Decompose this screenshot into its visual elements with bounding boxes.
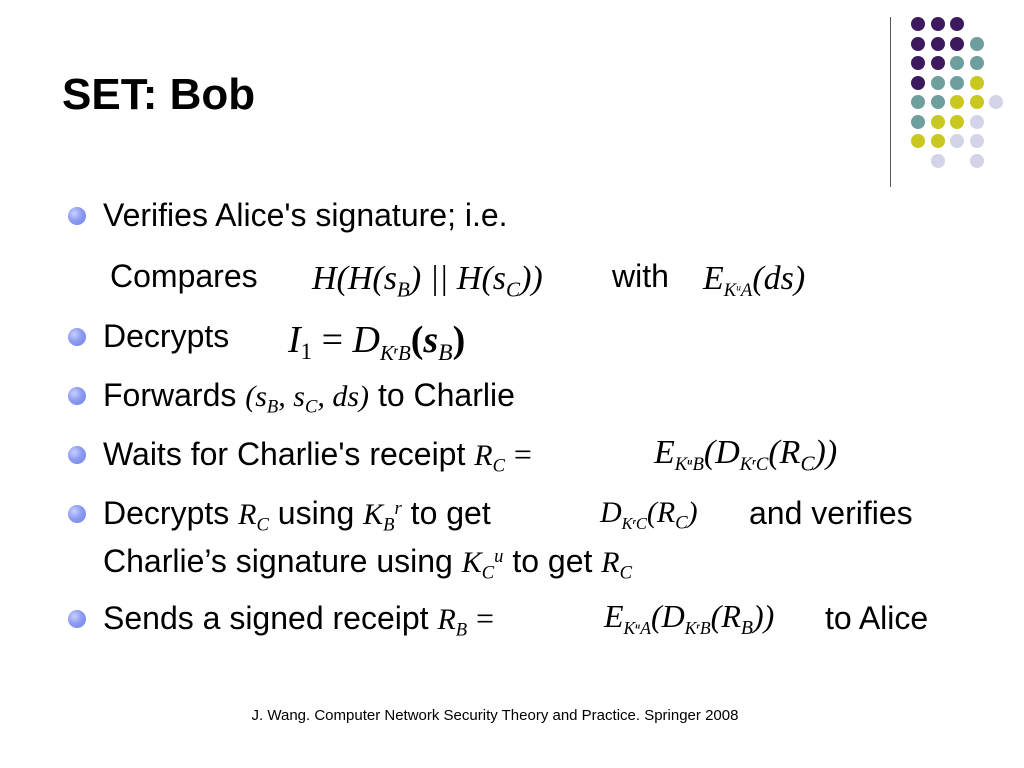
decrypt-i1-expression: $I1 = D_{K^rB}(s_B)$ (288, 319, 466, 367)
decrypt-rc-expression: $D_{K^rC}(R_C)$ (600, 496, 698, 534)
bullet-4-line: Waits for Charlie's receipt $R_C$ = (103, 436, 532, 477)
decorative-dot (931, 37, 945, 51)
encrypt-expression: $E_{K^uA}(ds)$ (703, 260, 806, 302)
bullet-3-text: Forwards (103, 377, 237, 413)
receipt-rb-expression: $E_{K^uA}(D_{K^rB}(R_B))$ (604, 598, 775, 639)
bullet-5-verifies: and verifies (749, 495, 913, 531)
decorative-dot (931, 76, 945, 90)
bullet-4-text: Waits for Charlie's receipt (103, 436, 466, 472)
citation-footer: J. Wang. Computer Network Security Theory and Practice. Springer 2008 (251, 707, 739, 724)
decorative-dot (950, 134, 964, 148)
decorative-dot (970, 115, 984, 129)
decorative-dot (970, 76, 984, 90)
decorative-dot (911, 37, 925, 51)
bullet-icon (68, 505, 86, 523)
bullet-5-using: using (277, 495, 355, 531)
bullet-1-text: Verifies Alice's signature; i.e. (103, 197, 508, 233)
decorative-dot (950, 95, 964, 109)
bullet-5-line2-text: Charlie’s signature using (103, 543, 453, 579)
bullet-5-text: Decrypts (103, 495, 230, 531)
slide-title: SET: Bob (62, 70, 256, 119)
decorative-dot (911, 17, 925, 31)
bullet-icon (68, 207, 86, 225)
decorative-dot (950, 115, 964, 129)
bullet-5-toget2: to get (512, 543, 593, 579)
bullet-icon (68, 328, 86, 346)
decorative-dot (931, 134, 945, 148)
receipt-rc-expression: $E_{K^uB}(D_{K^rC}(R_C))$ (654, 434, 838, 476)
bullet-icon (68, 446, 86, 464)
decorative-dot (970, 56, 984, 70)
decorative-dot (989, 95, 1003, 109)
bullet-icon (68, 387, 86, 405)
decorative-dot (911, 134, 925, 148)
decorative-dot (950, 37, 964, 51)
hash-expression: $H(H(s_B)$ || $H(s_C)$) (312, 260, 543, 302)
with-label: with (612, 258, 669, 294)
bullet-5-line: Decrypts $R_C$ using $K_B^r$ to get (103, 495, 491, 536)
bullet-3-tail: to Charlie (377, 377, 515, 413)
divider-line (890, 17, 891, 187)
decorative-dot (950, 17, 964, 31)
bullet-icon (68, 610, 86, 628)
decorative-dot (931, 56, 945, 70)
decorative-dot (931, 154, 945, 168)
decorative-dot (970, 134, 984, 148)
bullet-5-line2: Charlie’s signature using $K_C^u$ to get $R_C$ (103, 543, 633, 584)
bullet-5-toget: to get (410, 495, 491, 531)
decorative-dot (970, 154, 984, 168)
decorative-dot (970, 37, 984, 51)
bullet-6-line: Sends a signed receipt $R_B$ = (103, 600, 495, 641)
decorative-dot (950, 56, 964, 70)
decorative-dot (950, 76, 964, 90)
decorative-dot (911, 95, 925, 109)
decorative-dot (911, 56, 925, 70)
decorative-dot (911, 115, 925, 129)
decorative-dot (911, 76, 925, 90)
bullet-6-tail: to Alice (825, 600, 929, 636)
bullet-6-text: Sends a signed receipt (103, 600, 429, 636)
decorative-dot (970, 95, 984, 109)
bullet-2-text: Decrypts (103, 318, 230, 354)
decorative-dot (931, 115, 945, 129)
decorative-dot (931, 17, 945, 31)
decorative-dot (931, 95, 945, 109)
compares-label: Compares (110, 258, 258, 294)
bullet-3-line: Forwards ($s_B$, $s_C$, ds) to Charlie (103, 377, 515, 418)
